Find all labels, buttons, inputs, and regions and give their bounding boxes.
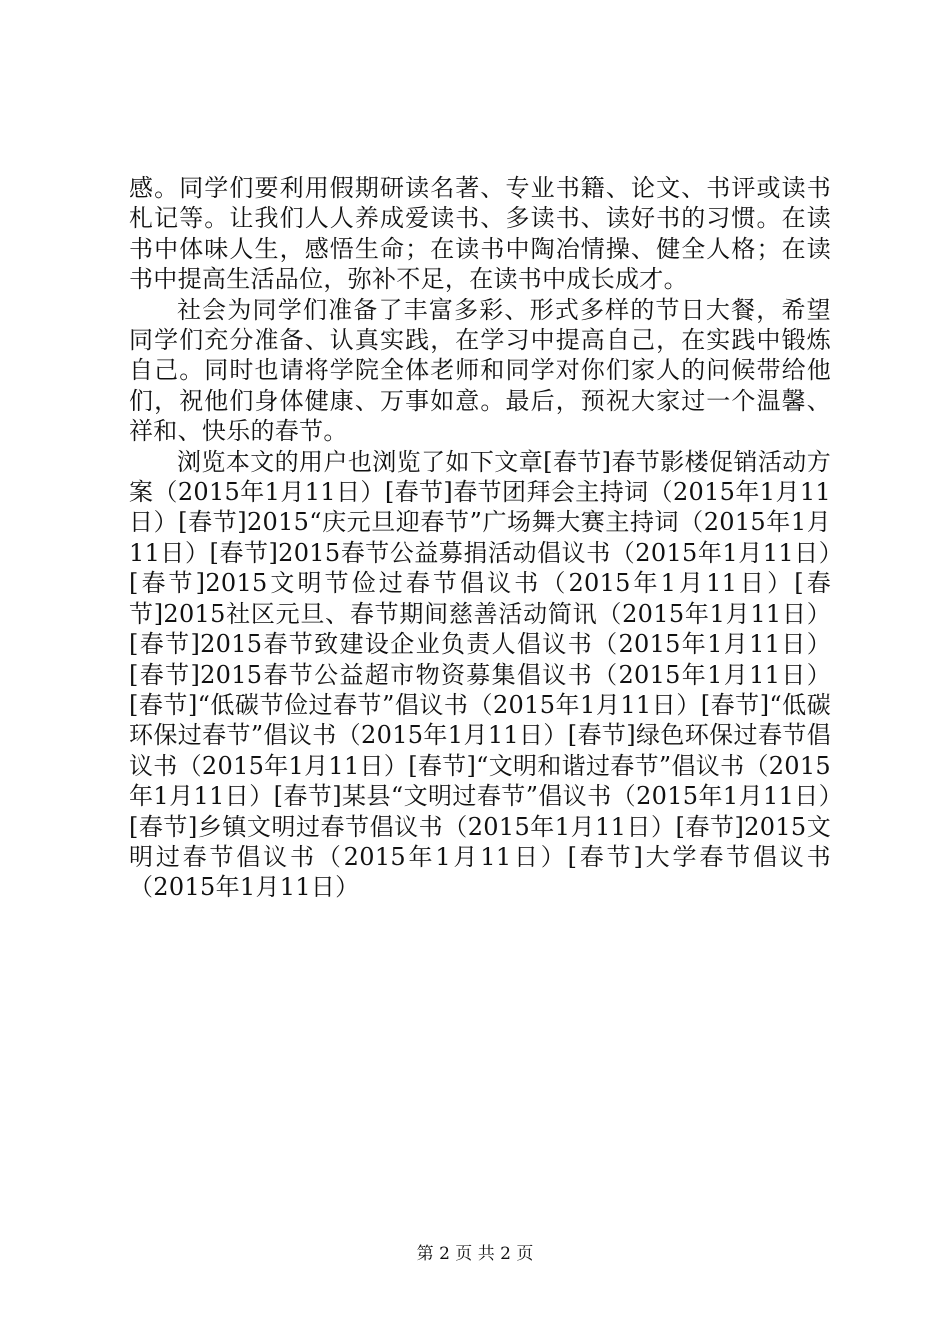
paragraph-holiday-wishes: 社会为同学们准备了丰富多彩、形式多样的节日大餐，希望同学们充分准备、认真实践，在学习中提高自己，在实践中锻炼自己。同时也请将学院全体老师和同学对你们家人的问候带给他们，祝他们身体健康、万事如意。最后，预祝大家过一个温馨、祥和、快乐的春节。 — [129, 295, 831, 446]
paragraph-related-articles: 浏览本文的用户也浏览了如下文章[春节]春节影楼促销活动方案（2015年1月11日）[春节]春节团拜会主持词（2015年1月11日）[春节]2015“庆元旦迎春节”广场舞大赛主持词（2015年1月11日）[春节]2015春节公益募捐活动倡议书（2015年1月11日）[春节]2015文明节俭过春节倡议书（2015年1月11日）[春节]2015社区元旦、春节期间慈善活动简讯（2015年1月11日）[春节]2015春节致建设企业负责人倡议书（2015年1月11日）[春节]2015春节公益超市物资募集倡议书（2015年1月11日）[春节]“低碳节俭过春节”倡议书（2015年1月11日）[春节]“低碳环保过春节”倡议书（2015年1月11日）[春节]绿色环保过春节倡议书（2015年1月11日）[春节]“文明和谐过春节”倡议书（2015年1月11日）[春节]某县“文明过春节”倡议书（2015年1月11日）[春节]乡镇文明过春节倡议书（2015年1月11日）[春节]2015文明过春节倡议书（2015年1月11日）[春节]大学春节倡议书（2015年1月11日） — [129, 447, 831, 902]
paragraph-reading-habits: 感。同学们要利用假期研读名著、专业书籍、论文、书评或读书札记等。让我们人人养成爱读书、多读书、读好书的习惯。在读书中体味人生，感悟生命；在读书中陶冶情操、健全人格；在读书中提高生活品位，弥补不足，在读书中成长成才。 — [129, 174, 831, 294]
document-body — [129, 173, 831, 903]
page-footer: 第 2 页 共 2 页 — [416, 1244, 534, 1264]
